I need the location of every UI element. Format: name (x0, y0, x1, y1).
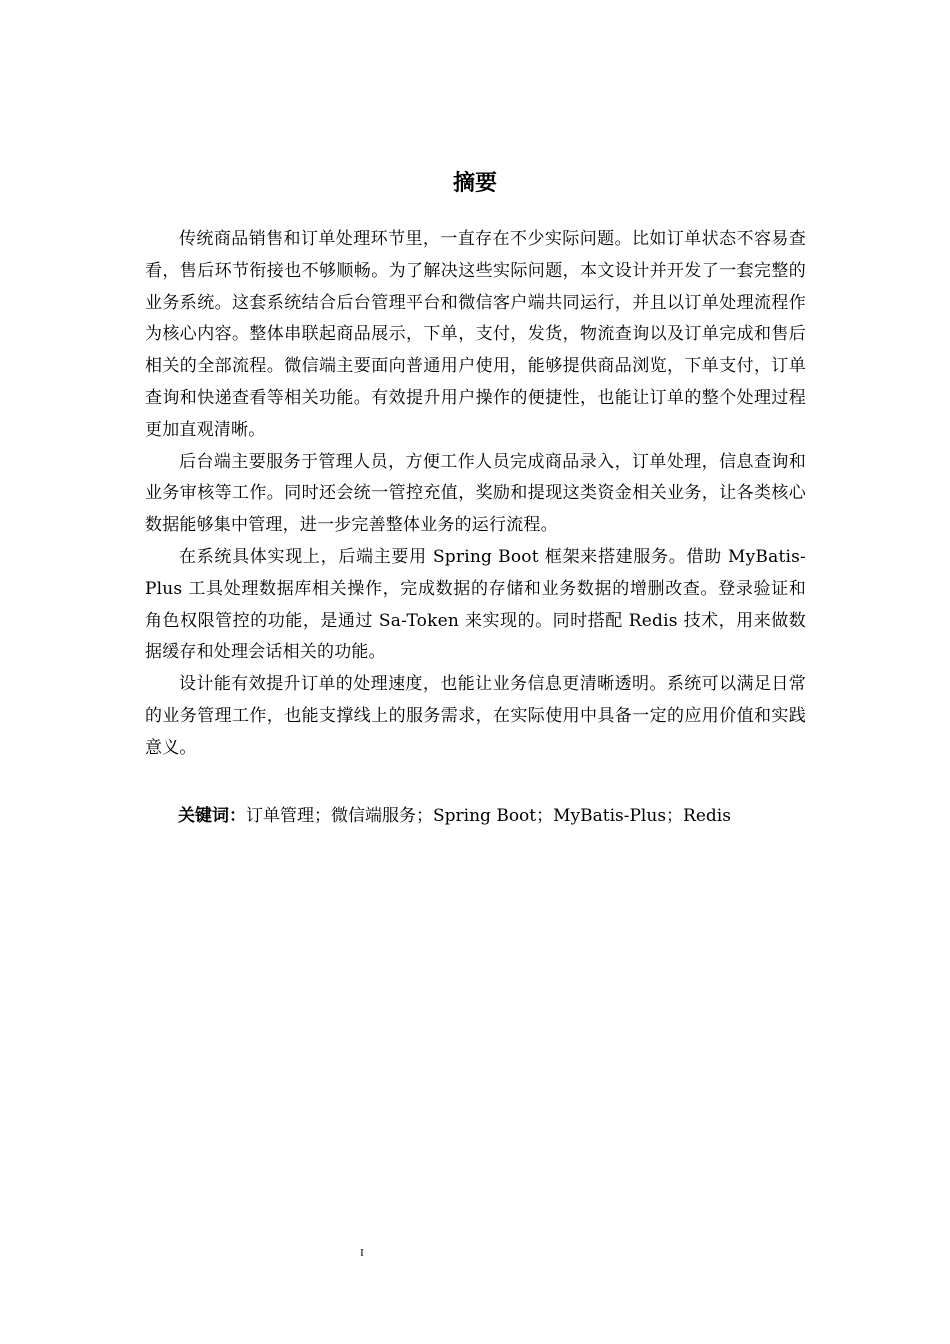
abstract-paragraph-4: 设计能有效提升订单的处理速度，也能让业务信息更清晰透明。系统可以满足日常的业务管理工作，也能支撑线上的服务需求，在实际使用中具备一定的应用价值和实践意义。 (145, 674, 806, 758)
abstract-paragraph-2: 后台端主要服务于管理人员，方便工作人员完成商品录入，订单处理，信息查询和业务审核等工作。同时还会统一管控充值，奖励和提现这类资金相关业务，让各类核心数据能够集中管理，进一步完善整体业务的运行流程。 (145, 451, 806, 536)
keywords-line (178, 801, 731, 831)
abstract-paragraph-1: 传统商品销售和订单处理环节里，一直存在不少实际问题。比如订单状态不容易查看，售后环节衔接也不够顺畅。为了解决这些实际问题，本文设计并开发了一套完整的业务系统。这套系统结合后台管理平台和微信客户端共同运行，并且以订单处理流程作为核心内容。整体串联起商品展示，下单，支付，发货，物流查询以及订单完成和售后相关的全部流程。微信端主要面向普通用户使用，能够提供商品浏览，下单支付，订单查询和快递查看等相关功能。有效提升用户操作的便捷性，也能让订单的整个处理过程更加直观清晰。 (145, 229, 806, 440)
keywords-label: 关键词： (178, 806, 246, 826)
page-number: I (360, 1247, 364, 1259)
abstract-paragraph-3: 在系统具体实现上，后端主要用 Spring Boot 框架来搭建服务。借助 MyBatis-Plus 工具处理数据库相关操作，完成数据的存储和业务数据的增删改查。登录验证和角色权限管控的功能，是通过 Sa-Token 来实现的。同时搭配 Redis 技术，用来做数据缓存和处理会话相关的功能。 (145, 546, 806, 663)
abstract-title: 摘要 (452, 171, 497, 196)
keywords-text: 订单管理；微信端服务；Spring Boot；MyBatis-Plus；Redis (246, 806, 731, 826)
abstract-body (145, 224, 806, 765)
